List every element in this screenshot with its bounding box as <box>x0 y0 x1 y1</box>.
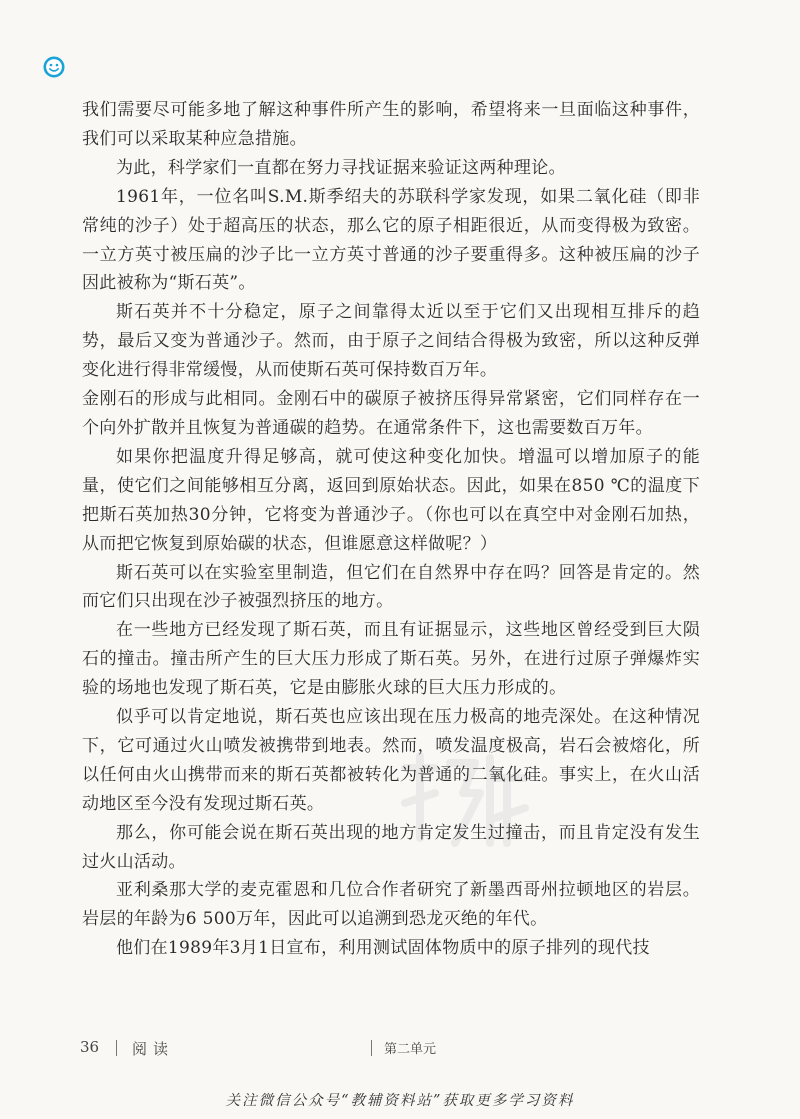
footer-divider <box>371 1040 372 1056</box>
page-footer <box>80 1038 720 1062</box>
paragraph: 那么，你可能会说在斯石英出现的地方肯定发生过撞击，而且肯定没有发生过火山活动。 <box>82 822 700 872</box>
paragraph: 金刚石的形成与此相同。金刚石中的碳原子被挤压得异常紧密，它们同样存在一个向外扩散并且恢复为普通碳的趋势。在通常条件下，这也需要数百万年。 <box>82 389 700 438</box>
paragraph: 为此，科学家们一直都在努力寻找证据来验证这两种理论。 <box>116 157 566 178</box>
footer-divider <box>116 1040 117 1056</box>
paragraph: 斯石英可以在实验室里制造，但它们在自然界中存在吗？回答是肯定的。然而它们只出现在沙子被强烈挤压的地方。 <box>82 562 700 612</box>
unit-label: 第二单元 <box>384 1042 437 1057</box>
page-number: 36 <box>80 1038 100 1056</box>
paragraph: 似乎可以肯定地说，斯石英也应该出现在压力极高的地壳深处。在这种情况下，它可通过火山喷发被携带到地表。然而，喷发温度极高，岩石会被熔化，所以任何由火山携带而来的斯石英都被转化为普通的二氧化硅。事实上，在火山活动地区至今没有发现过斯石英。 <box>82 707 700 814</box>
paragraph: 1961年，一位名叫S.M.斯季绍夫的苏联科学家发现，如果二氧化硅（即非常纯的沙子）处于超高压的状态，那么它的原子相距很近，从而变得极为致密。一立方英寸被压扁的沙子比一立方英寸普通的沙子要重得多。这种被压扁的沙子因此被称为“斯石英”。 <box>82 186 700 294</box>
paragraph: 我们需要尽可能多地了解这种事件所产生的影响，希望将来一旦面临这种事件，我们可以采取某种应急措施。 <box>82 100 700 149</box>
paragraph: 如果你把温度升得足够高，就可使这种变化加快。增温可以增加原子的能量，使它们之间能够相互分离，返回到原始状态。因此，如果在850 ℃的温度下把斯石英加热30分钟，它将变为普通沙子。（你也可以在真空中对金刚石加热，从而把它恢复到原始碳的状态，但谁愿意这样做呢？） <box>82 446 700 554</box>
book-section-label: 阅读 <box>132 1040 175 1058</box>
smiley-face-icon <box>43 56 65 78</box>
paragraph: 亚利桑那大学的麦克霍恩和几位合作者研究了新墨西哥州拉顿地区的岩层。岩层的年龄为6 500万年，因此可以追溯到恐龙灭绝的年代。 <box>82 880 700 930</box>
paragraph: 斯石英并不十分稳定，原子之间靠得太近以至于它们又出现相互排斥的趋势，最后又变为普通沙子。然而，由于原子之间结合得极为致密，所以这种反弹变化进行得非常缓慢，从而使斯石英可保持数百万年。 <box>82 302 700 381</box>
article-body <box>82 96 700 963</box>
paragraph: 他们在1989年3月1日宣布，利用测试固体物质中的原子排列的现代技 <box>116 938 650 959</box>
paragraph: 在一些地方已经发现了斯石英，而且有证据显示，这些地区曾经受到巨大陨石的撞击。撞击所产生的巨大压力形成了斯石英。另外，在进行过原子弹爆炸实验的场地也发现了斯石英，它是由膨胀火球的巨大压力形成的。 <box>82 620 700 699</box>
bottom-promo-note: 关注微信公众号“教辅资料站”获取更多学习资料 <box>225 1093 575 1109</box>
